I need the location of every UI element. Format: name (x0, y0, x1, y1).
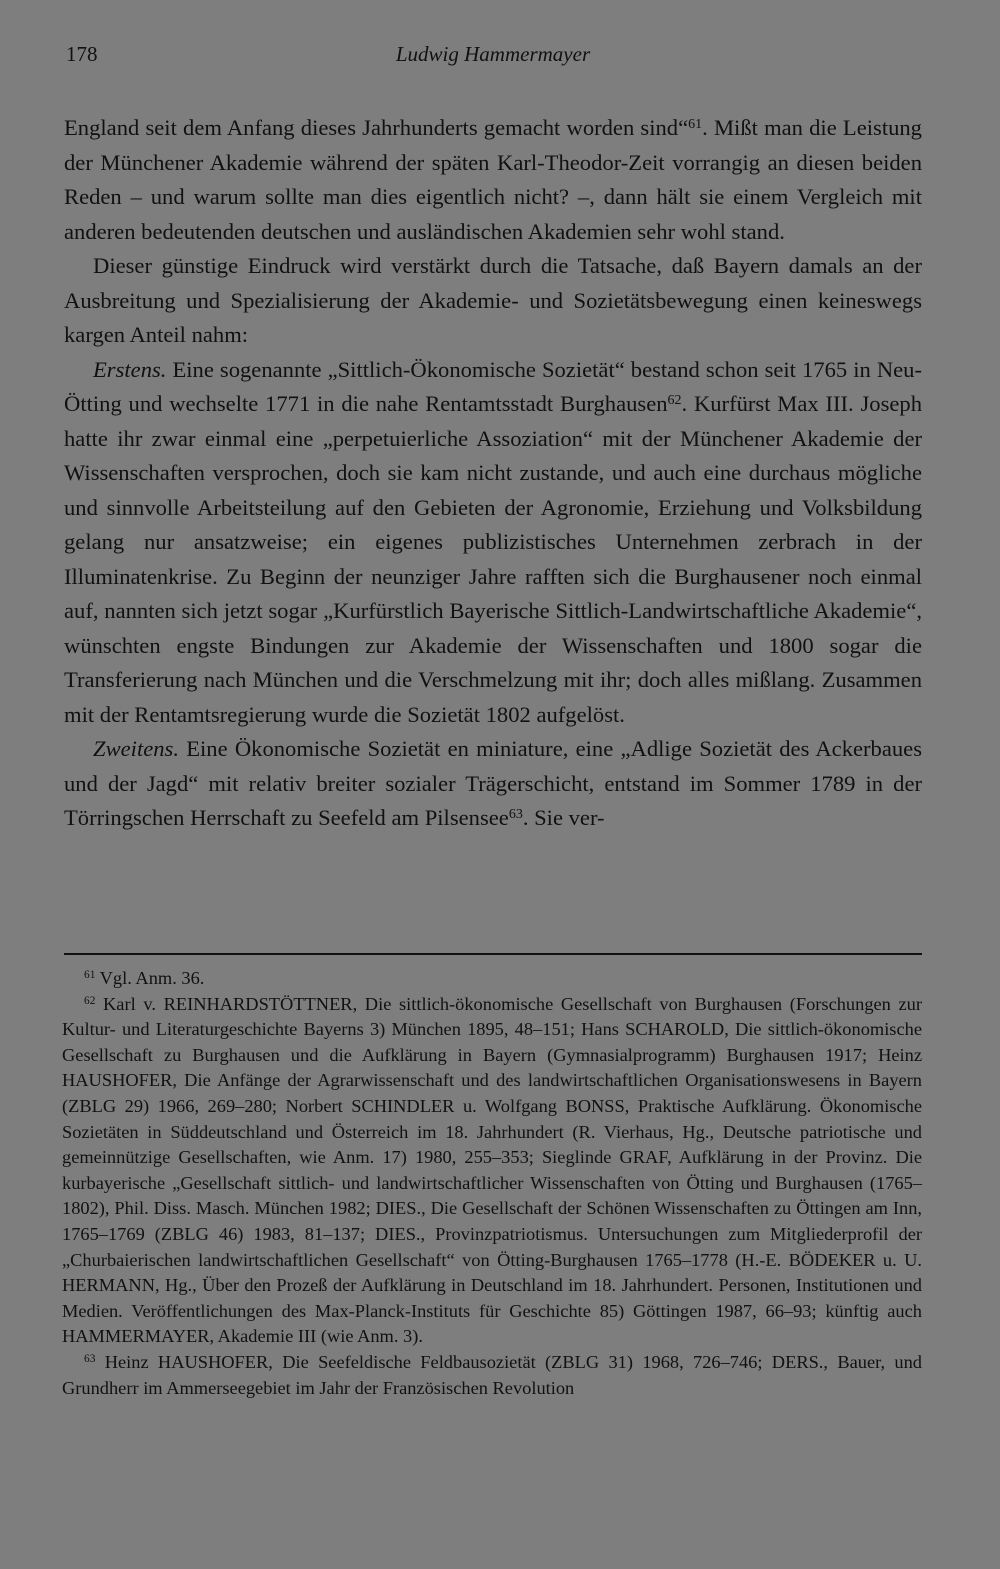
main-text (64, 111, 922, 836)
paragraph (64, 732, 922, 836)
page-number: 178 (66, 42, 98, 66)
footnote-number: 63 (84, 1353, 96, 1366)
paragraph (64, 249, 922, 353)
paragraph-text: Dieser günstige Eindruck wird verstärkt durch die Tatsache, daß Bayern damals an der Ausbreitung und Spezialisierung der Akademie- und Sozietätsbewegung einen keineswegs kargen Anteil nahm: (64, 253, 922, 347)
paragraph-lead: Zweitens. (93, 736, 179, 761)
paragraph (64, 111, 922, 249)
footnote-ref-63: 63 (508, 807, 523, 822)
page-header (66, 42, 920, 76)
footnote-text: Vgl. Anm. 36. (99, 968, 205, 988)
footnotes (62, 966, 922, 1401)
footnote-ref-62: 62 (667, 393, 682, 408)
footnote-number: 61 (84, 969, 96, 982)
paragraph-text: . Mißt man die Leistung der Münchener Akademie während der späten Karl-Theodor-Zeit vorrangig an diesen beiden Reden – und warum sollte man dies eigentlich nicht? –, dann hält sie einem Vergleich mit anderen bedeutenden deutschen und ausländischen Akademien sehr wohl stand. (64, 115, 922, 244)
footnote-text: Heinz HAUSHOFER, Die Seefeldische Feldbausozietät (ZBLG 31) 1968, 726–746; DERS., Bauer, und Grundherr im Ammerseegebiet im Jahr der Französischen Revolution (62, 1351, 922, 1398)
paragraph-text: England seit dem Anfang dieses Jahrhunderts gemacht worden sind“ (64, 115, 689, 140)
footnote (62, 1350, 922, 1401)
paragraph (64, 353, 922, 733)
paragraph-lead: Erstens. (93, 356, 167, 382)
footnote-text: Karl v. REINHARDSTÖTTNER, Die sittlich-ökonomische Gesellschaft von Burghausen (Forschungen zur Kultur- und Literaturgeschichte Bayerns 3) München 1895, 48–151; Hans SCHAROLD, Die sittlich-ökonomische Gesellschaft zu Burghausen und die Aufklärung in Bayern (Gymnasialprogramm) Burghausen 1917; Heinz HAUSHOFER, Die Anfänge der Agrarwissenschaft und des landwirtschaftlichen Organisationswesens in Bayern (ZBLG 29) 1966, 269–280; Norbert SCHINDLER u. Wolfgang BONSS, Praktische Aufklärung. Ökonomische Sozietäten in Süddeutschland und Österreich im 18. Jahrhundert (R. Vierhaus, Hg., Deutsche patriotische und gemeinnützige Gesellschaften, wie Anm. 17) 1980, 255–353; Sieglinde GRAF, Aufklärung in der Provinz. Die kurbayerische „Gesellschaft sittlich- und landwirtschaftlicher Wissenschaften von Ötting und Burghausen (1765–1802), Phil. Diss. Masch. München 1982; DIES., Die Gesellschaft der Schönen Wissenschaften zu Öttingen am Inn, 1765–1769 (ZBLG 46) 1983, 81–137; DIES., Provinzpatriotismus. Untersuchungen zum Mitgliederprofil der „Churbaierischen landwirtschaftlichen Gesellschaft“ von Ötting-Burghausen 1765–1778 (H.-E. BÖDEKER u. U. HERMANN, Hg., Über den Prozeß der Aufklärung in Deutschland im 18. Jahrhundert. Personen, Institutionen und Medien. Veröffentlichungen des Max-Planck-Instituts für Geschichte 85) Göttingen 1987, 66–93; künftig auch HAMMERMAYER, Akademie III (wie Anm. 3). (62, 993, 922, 1347)
paragraph-text: Eine sogenannte „Sittlich-Ökonomische Sozietät“ bestand schon seit 1765 in Neu-Ötting und wechselte 1771 in die nahe Rentamtsstadt Burghausen (64, 356, 922, 416)
footnote (62, 992, 922, 1350)
paragraph-text: Eine Ökonomische Sozietät en miniature, eine „Adlige Sozietät des Ackerbaues und der Jagd“ mit relativ breiter sozialer Trägerschicht, entstand im Sommer 1789 in der Törringschen Herrschaft zu Seefeld am Pilsensee (64, 736, 922, 830)
footnote-separator (64, 953, 922, 955)
paragraph-text: . Kurfürst Max III. Joseph hatte ihr zwar einmal eine „perpetuierliche Assoziation“ mit der Münchener Akademie der Wissenschaften versprochen, doch sie kam nicht zustande, und auch eine durchaus mögliche und sinnvolle Arbeitsteilung auf den Gebieten der Agronomie, Erziehung und Volksbildung gelang nur ansatzweise; ein eigenes publizistisches Unternehmen zerbrach in der Illuminatenkrise. Zu Beginn der neunziger Jahre rafften sich die Burghausener noch einmal auf, nannten sich jetzt sogar „Kurfürstlich Bayerische Sittlich-Landwirtschaftliche Akademie“, wünschten engste Bindungen zur Akademie der Wissenschaften und 1800 sogar die Transferierung nach München und die Verschmelzung mit ihr; doch alles mißlang. Zusammen mit der Rentamtsregierung wurde die Sozietät 1802 aufgelöst. (64, 391, 922, 727)
running-head: Ludwig Hammermayer (395, 42, 591, 66)
footnote-ref-61: 61 (688, 117, 703, 132)
footnote-number: 62 (84, 994, 96, 1007)
footnote (62, 966, 922, 992)
paragraph-text: . Sie ver- (522, 805, 605, 830)
